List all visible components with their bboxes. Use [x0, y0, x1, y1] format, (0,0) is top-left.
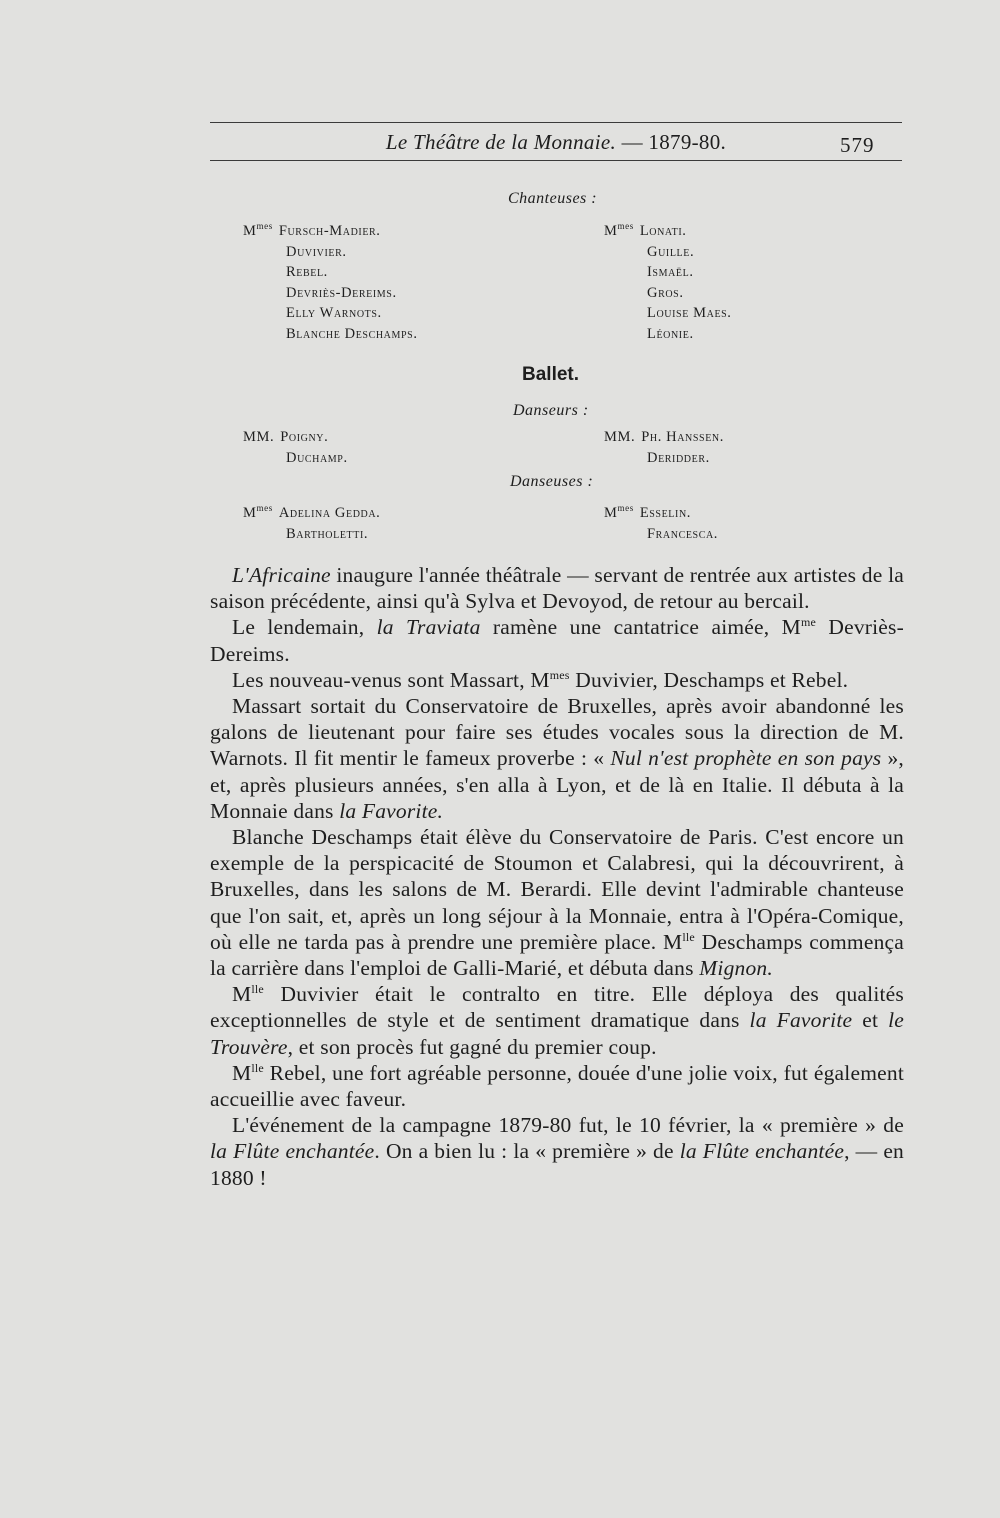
list-item: Guille.: [647, 243, 695, 260]
list-item: [604, 427, 724, 448]
chanteuses-left-list: [243, 216, 418, 344]
honorific: MM.: [243, 429, 275, 445]
work-title: Mignon.: [699, 956, 773, 981]
paragraph-text: , et son procès fut gagné du premier coup.: [287, 1034, 657, 1059]
paragraph-text: », et, après plusieurs années, s'en alla à Lyon, et de là en Italie. Il débuta à la Monnaie dans: [210, 746, 904, 823]
paragraph-text: L'événement de la campagne 1879-80 fut, le 10 février, la « première » de: [232, 1113, 904, 1138]
honorific: MM.: [604, 429, 636, 445]
honorific: $M^{mes}$: [604, 221, 634, 239]
paragraph-text: , — en 1880 !: [210, 1139, 905, 1190]
honorific-superscript: lle: [682, 929, 695, 944]
paragraph-text: Deschamps commença la carrière dans l'emploi de Galli-Marié, et débuta dans: [210, 929, 905, 981]
paragraph-text: M: [232, 1060, 252, 1085]
running-title-separator: —: [616, 130, 649, 154]
paragraph-traviata: [210, 614, 904, 666]
work-title: la Traviata: [376, 615, 481, 640]
list-item: Elly Warnots.: [286, 305, 382, 321]
paragraph-deschamps: [210, 824, 904, 981]
work-title: L'Africaine: [232, 563, 331, 587]
paragraph-nouveaux: [210, 667, 904, 693]
body-text: [210, 562, 904, 1191]
paragraph-flute: [210, 1112, 904, 1191]
honorific: $M^{mes}$: [243, 503, 273, 521]
list-item: [604, 498, 718, 524]
danseurs-right-list: [604, 427, 724, 468]
work-title: la Favorite.: [339, 798, 444, 823]
paragraph-text: M: [232, 982, 252, 1007]
danseuses-left-list: [243, 498, 380, 544]
work-title: la Flûte enchantée: [210, 1139, 375, 1164]
paragraph-text: Le lendemain,: [232, 615, 377, 640]
performer-name: Adelina Gedda.: [278, 505, 381, 521]
paragraph-massart: [210, 693, 904, 824]
header-rule-top: [210, 122, 902, 123]
honorific-superscript: lle: [251, 1060, 264, 1075]
paragraph-text: Massart sortait du Conservatoire de Bruxelles, après avoir abandonné les galons de lieutenant pour faire ses études vocales sous la direction de M. Warnots. Il fit mentir le fameux proverbe : «: [210, 694, 904, 771]
paragraph-text: Duvivier était le contralto en titre. Elle déploya des qualités exceptionnelles de style et de sentiment dramatique dans: [210, 982, 904, 1033]
performer-name: Esselin.: [639, 505, 691, 521]
list-item: Bartholetti.: [286, 525, 369, 542]
danseurs-label: Danseurs :: [513, 402, 589, 419]
running-title-years: 1879-80.: [648, 130, 727, 154]
honorific: $M^{mes}$: [604, 503, 634, 521]
paragraph-text: Devriès-Dereims.: [210, 615, 904, 666]
chanteuses-right-list: [604, 216, 732, 344]
list-item: Gros.: [647, 284, 684, 301]
danseuses-right-list: [604, 498, 718, 544]
running-title: [210, 130, 902, 155]
paragraph-text: Blanche Deschamps était élève du Conservatoire de Paris. C'est encore un exemple de la perspicacité de Stoumon et Calabresi, qui la découvrirent, à Bruxelles, dans les salons de M. Berardi. Elle devint l'admirable chanteuse que l'on sait, et, après un long séjour à la Monnaie, entra à l'Opéra-Comique, où elle ne tarda pas à prendre une première place. M: [210, 825, 904, 954]
honorific-superscript: lle: [251, 982, 264, 997]
list-item: Deridder.: [647, 449, 710, 466]
paragraph-text: Duvivier, Deschamps et Rebel.: [569, 667, 849, 692]
performer-name: Poigny.: [280, 429, 329, 445]
list-item: Francesca.: [647, 525, 719, 542]
header-rule-bottom: [210, 160, 902, 161]
chanteuses-label: Chanteuses :: [508, 190, 598, 207]
danseurs-left-list: [243, 427, 348, 468]
work-title: la Favorite: [749, 1008, 853, 1033]
honorific-superscript: me: [800, 615, 817, 630]
list-item: Duchamp.: [286, 449, 348, 466]
list-item: Devriès-Dereims.: [286, 284, 397, 301]
list-item: Blanche Deschamps.: [286, 325, 418, 342]
list-item: Duvivier.: [286, 243, 347, 260]
paragraph-text: et: [852, 1008, 889, 1033]
list-item: Rebel.: [286, 264, 328, 280]
list-item: [243, 427, 348, 448]
performer-name: Lonati.: [639, 223, 687, 239]
list-item: Léonie.: [647, 325, 694, 342]
paragraph-text: . On a bien lu : la « première » de: [374, 1139, 680, 1164]
list-item: Ismaël.: [647, 264, 694, 280]
honorific: $M^{mes}$: [243, 221, 273, 239]
list-item: [243, 216, 418, 242]
work-title: la Flûte enchantée: [679, 1139, 845, 1164]
paragraph-text: Les nouveau-venus sont Massart, M: [232, 667, 550, 692]
performer-name: Fursch-Madier.: [278, 223, 381, 239]
paragraph-text: ramène une cantatrice aimée, M: [480, 615, 801, 640]
paragraph-text: Rebel, une fort agréable personne, douée d'une jolie voix, fut également accueillie avec faveur.: [210, 1060, 904, 1112]
work-title: le Trouvère: [210, 1008, 905, 1059]
paragraph-rebel: [210, 1060, 904, 1112]
list-item: [243, 498, 380, 524]
paragraph-text: inaugure l'année théâtrale — servant de rentrée aux artistes de la saison précédente, ainsi qu'à Sylva et Devoyod, de retour au bercail.: [210, 563, 904, 614]
list-item: [604, 216, 732, 242]
performer-name: Ph. Hanssen.: [641, 429, 724, 445]
proverb: Nul n'est prophète en son pays: [610, 746, 882, 771]
danseuses-label: Danseuses :: [510, 473, 594, 490]
running-title-main: Le Théâtre de la Monnaie.: [385, 130, 617, 154]
page-number: 579: [840, 133, 875, 157]
honorific-superscript: mes: [549, 667, 570, 682]
ballet-heading: Ballet.: [522, 364, 580, 385]
paragraph-duvivier: [210, 981, 904, 1060]
paragraph-africaine: [210, 562, 904, 614]
list-item: Louise Maes.: [647, 305, 732, 321]
